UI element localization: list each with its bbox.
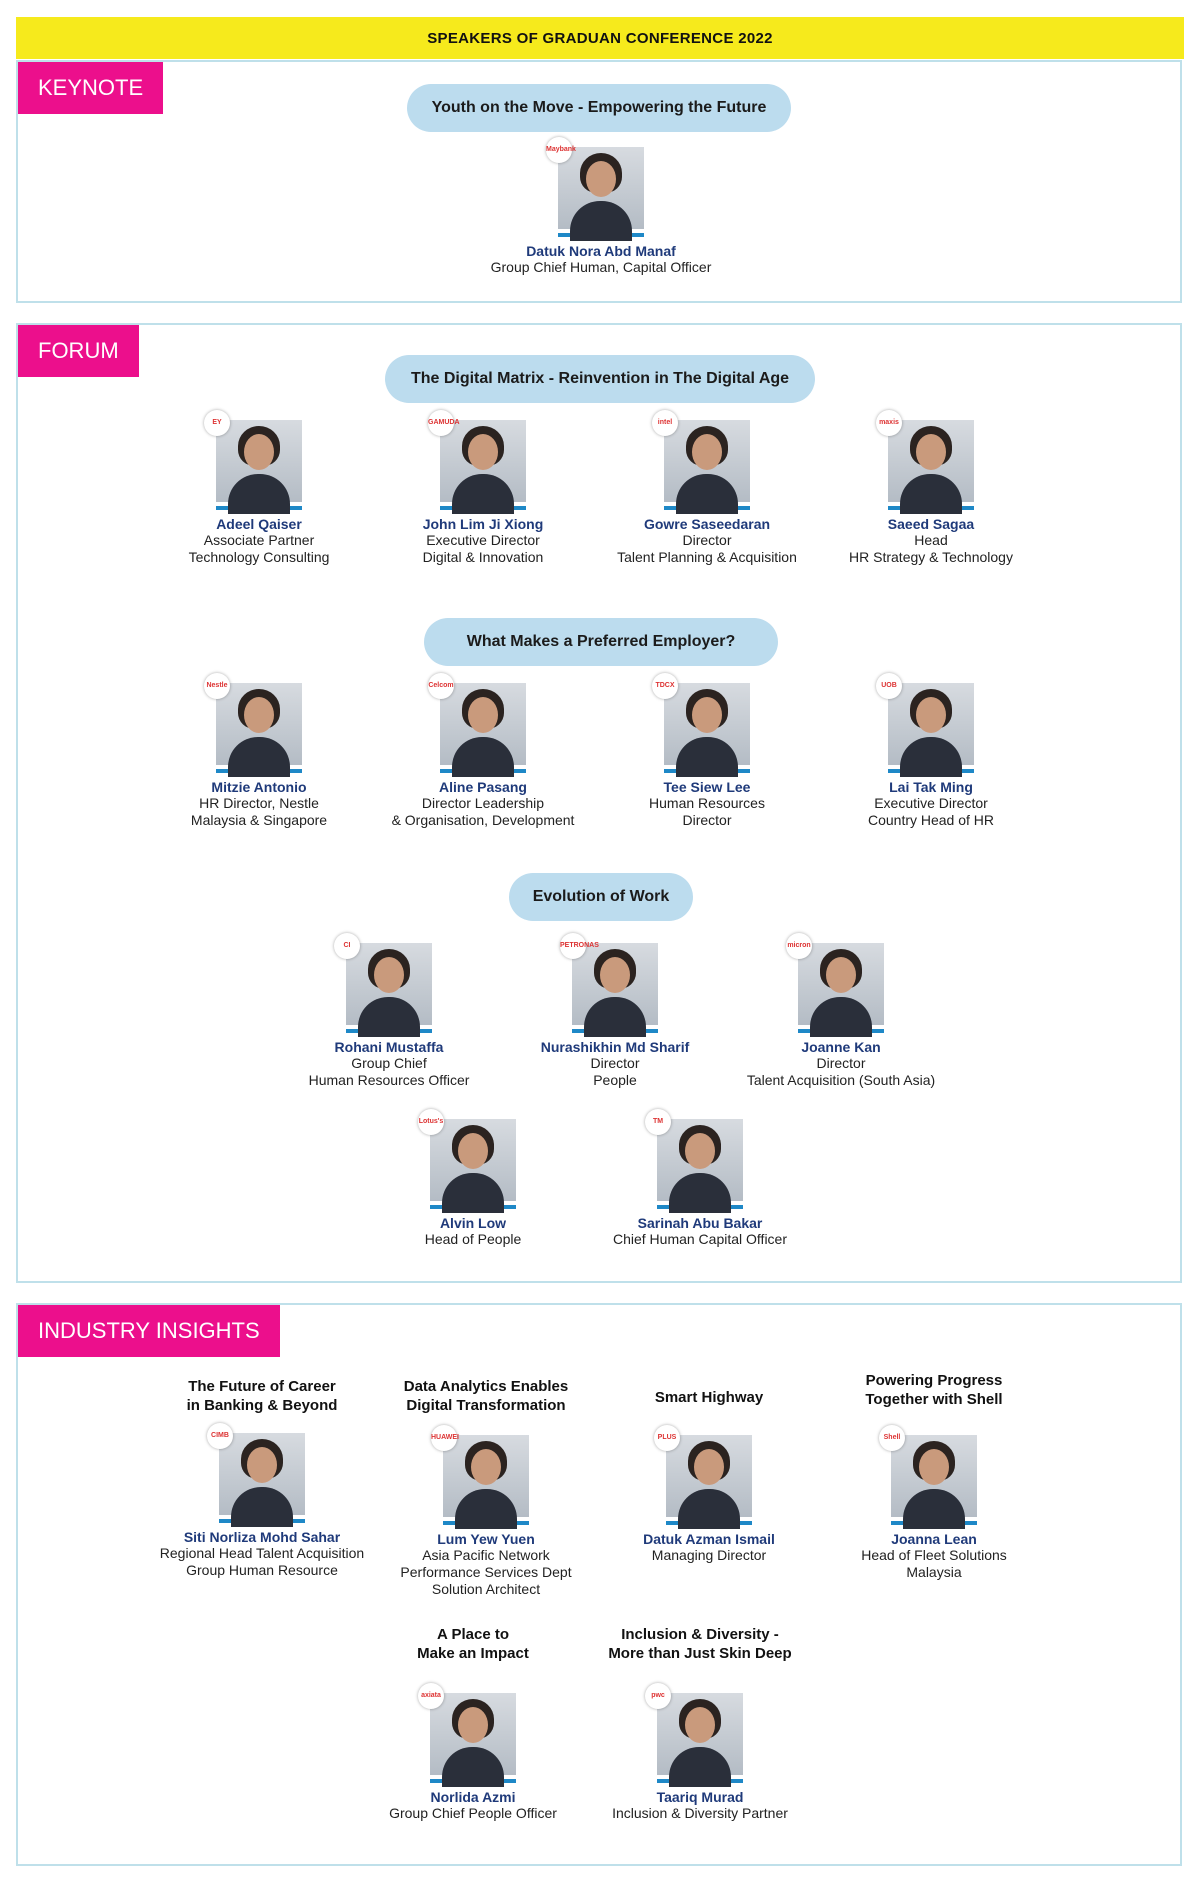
insight-topic: Smart Highway bbox=[654, 1389, 764, 1406]
speaker-name: Datuk Nora Abd Manaf bbox=[526, 243, 676, 259]
company-logo-icon: Maybank bbox=[546, 137, 572, 163]
speaker-card bbox=[373, 420, 593, 566]
speaker-role: Solution Architect bbox=[431, 1581, 541, 1597]
company-logo-icon: PETRONAS bbox=[560, 933, 586, 959]
speaker-name: Adeel Qaiser bbox=[216, 516, 302, 532]
speaker-role: Performance Services Dept bbox=[400, 1564, 572, 1580]
company-logo-icon: maxis bbox=[876, 410, 902, 436]
speaker-role: Executive Director bbox=[874, 795, 988, 811]
speaker-role: Chief Human Capital Officer bbox=[612, 1231, 788, 1247]
speaker-card bbox=[505, 943, 725, 1089]
insight-topic: Inclusion & Diversity - More than Just Skin Deep bbox=[608, 1626, 792, 1662]
speaker-role: Asia Pacific Network bbox=[422, 1547, 550, 1563]
forum-tag: FORUM bbox=[18, 325, 139, 377]
speaker-card bbox=[590, 1693, 810, 1822]
speaker-photo bbox=[546, 146, 644, 233]
speaker-role: Director bbox=[682, 812, 732, 828]
speaker-name: Rohani Mustaffa bbox=[334, 1039, 444, 1055]
speaker-name: Tee Siew Lee bbox=[663, 779, 751, 795]
speaker-card bbox=[279, 943, 499, 1089]
speaker-role: Managing Director bbox=[651, 1547, 767, 1563]
conference-title-banner: SPEAKERS OF GRADUAN CONFERENCE 2022 bbox=[16, 17, 1184, 59]
company-logo-icon: Nestle bbox=[204, 673, 230, 699]
speaker-role: Talent Acquisition (South Asia) bbox=[746, 1072, 936, 1088]
keynote-section bbox=[16, 60, 1182, 303]
speaker-role: Executive Director bbox=[426, 532, 540, 548]
company-logo-icon: UOB bbox=[876, 673, 902, 699]
insight-topic: The Future of Career in Banking & Beyond bbox=[186, 1378, 338, 1414]
speaker-role: Group Chief Human, Capital Officer bbox=[490, 259, 712, 275]
speaker-card bbox=[149, 683, 369, 829]
company-logo-icon: TM bbox=[645, 1109, 671, 1135]
speaker-card bbox=[376, 1435, 596, 1598]
speaker-role: Director Leadership bbox=[421, 795, 545, 811]
keynote-tag: KEYNOTE bbox=[18, 62, 163, 114]
speaker-name: Mitzie Antonio bbox=[211, 779, 307, 795]
speaker-card bbox=[363, 1119, 583, 1248]
industry-insights-section bbox=[16, 1303, 1182, 1866]
speaker-name: Datuk Azman Ismail bbox=[643, 1531, 775, 1547]
speaker-role: Director bbox=[816, 1055, 866, 1071]
speaker-name: Joanna Lean bbox=[891, 1531, 977, 1547]
speaker-card bbox=[363, 1693, 583, 1822]
speaker-card bbox=[560, 1119, 840, 1248]
speaker-role: Digital & Innovation bbox=[422, 549, 544, 565]
speaker-card bbox=[373, 683, 593, 829]
company-logo-icon: intel bbox=[652, 410, 678, 436]
insight-topic: A Place to Make an Impact bbox=[417, 1626, 529, 1662]
speaker-name: Alvin Low bbox=[439, 1215, 507, 1231]
speaker-name: Gowre Saseedaran bbox=[643, 516, 771, 532]
speaker-card bbox=[599, 1435, 819, 1564]
speaker-role: Head of People bbox=[424, 1231, 522, 1247]
company-logo-icon: CI bbox=[334, 933, 360, 959]
company-logo-icon: Celcom bbox=[428, 673, 454, 699]
speaker-name: Siti Norliza Mohd Sahar bbox=[183, 1529, 341, 1545]
speaker-name: Aline Pasang bbox=[439, 779, 527, 795]
company-logo-icon: GAMUDA bbox=[428, 410, 454, 436]
keynote-session-title: Youth on the Move - Empowering the Future bbox=[407, 84, 791, 132]
speaker-name: Lum Yew Yuen bbox=[437, 1531, 535, 1547]
speaker-role: Regional Head Talent Acquisition bbox=[159, 1545, 365, 1561]
speaker-name: John Lim Ji Xiong bbox=[422, 516, 544, 532]
speaker-name: Norlida Azmi bbox=[430, 1789, 516, 1805]
speaker-role: Inclusion & Diversity Partner bbox=[612, 1805, 788, 1821]
speaker-role: Talent Planning & Acquisition bbox=[617, 549, 797, 565]
speaker-role: HR Strategy & Technology bbox=[849, 549, 1013, 565]
speaker-card bbox=[821, 683, 1041, 829]
speaker-card bbox=[597, 683, 817, 829]
speaker-role: HR Director, Nestle bbox=[199, 795, 319, 811]
company-logo-icon: Lotus's bbox=[418, 1109, 444, 1135]
speaker-role: People bbox=[593, 1072, 637, 1088]
speaker-role: Group Chief bbox=[351, 1055, 427, 1071]
insight-topic: Data Analytics Enables Digital Transformation bbox=[403, 1378, 569, 1414]
speaker-role: Group Chief People Officer bbox=[389, 1805, 557, 1821]
speaker-role: Human Resources bbox=[649, 795, 765, 811]
speaker-card bbox=[821, 420, 1041, 566]
speaker-role: Group Human Resource bbox=[186, 1562, 338, 1578]
speaker-card bbox=[149, 420, 369, 566]
forum-panel2-title: What Makes a Preferred Employer? bbox=[424, 618, 778, 666]
company-logo-icon: PLUS bbox=[654, 1425, 680, 1451]
speaker-name: Lai Tak Ming bbox=[889, 779, 973, 795]
speaker-name: Taariq Murad bbox=[656, 1789, 744, 1805]
company-logo-icon: TDCX bbox=[652, 673, 678, 699]
speaker-card bbox=[461, 147, 741, 276]
company-logo-icon: micron bbox=[786, 933, 812, 959]
speaker-role: Technology Consulting bbox=[188, 549, 330, 565]
speaker-role: Director bbox=[682, 532, 732, 548]
speaker-role: Country Head of HR bbox=[867, 812, 995, 828]
speaker-role: Head of Fleet Solutions bbox=[861, 1547, 1007, 1563]
company-logo-icon: axiata bbox=[418, 1683, 444, 1709]
speaker-role: Human Resources Officer bbox=[308, 1072, 470, 1088]
speaker-card bbox=[597, 420, 817, 566]
speaker-role: Associate Partner bbox=[203, 532, 315, 548]
speaker-card bbox=[701, 943, 981, 1089]
speaker-name: Sarinah Abu Bakar bbox=[637, 1215, 763, 1231]
company-logo-icon: Shell bbox=[879, 1425, 905, 1451]
company-logo-icon: pwc bbox=[645, 1683, 671, 1709]
company-logo-icon: EY bbox=[204, 410, 230, 436]
speaker-role: Malaysia & Singapore bbox=[190, 812, 328, 828]
speaker-role: & Organisation, Development bbox=[391, 812, 575, 828]
company-logo-icon: CIMB bbox=[207, 1423, 233, 1449]
forum-section bbox=[16, 323, 1182, 1283]
speaker-role: Director bbox=[590, 1055, 640, 1071]
speaker-name: Joanne Kan bbox=[801, 1039, 881, 1055]
speaker-name: Nurashikhin Md Sharif bbox=[540, 1039, 690, 1055]
speaker-name: Saeed Sagaa bbox=[887, 516, 975, 532]
forum-panel1-title: The Digital Matrix - Reinvention in The Digital Age bbox=[385, 355, 815, 403]
forum-panel3-title: Evolution of Work bbox=[509, 873, 693, 921]
speaker-role: Malaysia bbox=[906, 1564, 962, 1580]
insights-tag: INDUSTRY INSIGHTS bbox=[18, 1305, 280, 1357]
speaker-card bbox=[824, 1435, 1044, 1581]
speaker-role: Head bbox=[914, 532, 948, 548]
insight-topic: Powering Progress Together with Shell bbox=[865, 1372, 1003, 1408]
company-logo-icon: HUAWEI bbox=[431, 1425, 457, 1451]
speaker-card bbox=[122, 1433, 402, 1579]
